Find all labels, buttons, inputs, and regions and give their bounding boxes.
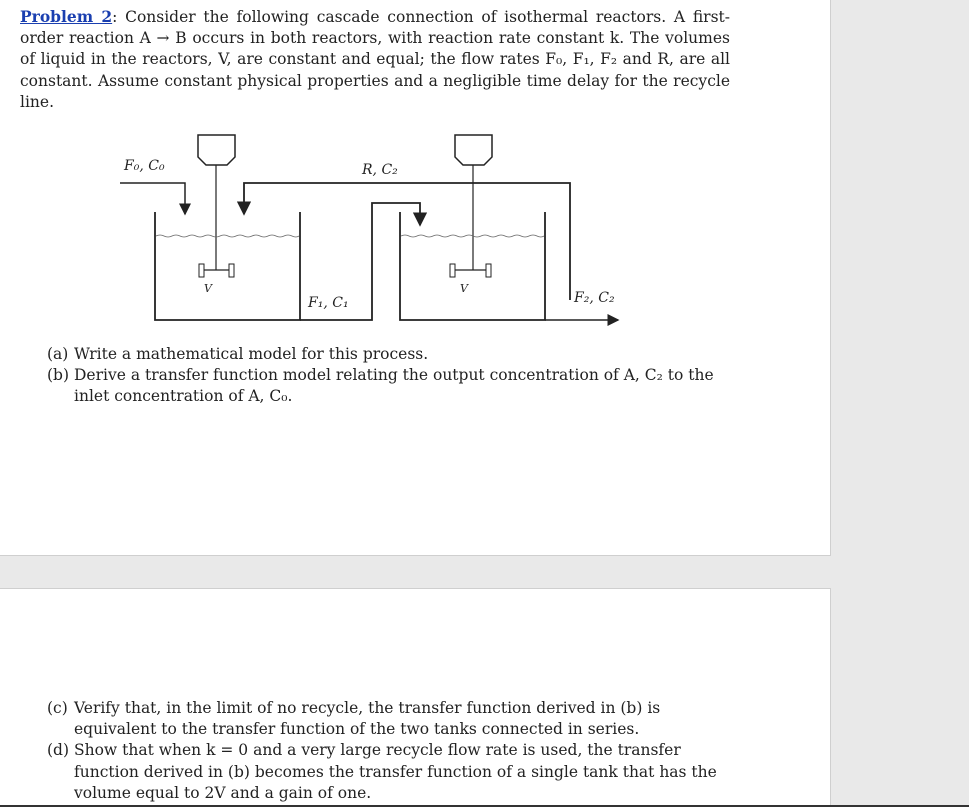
outlet-label: F₂, C₂ — [574, 290, 615, 306]
volume-label-tank-2: V — [460, 282, 468, 295]
motor-icon — [198, 135, 235, 165]
question-text: Derive a transfer function model relating the output concentration of A, C₂ to the inlet concentration of A, C₀. — [74, 366, 714, 406]
motor-icon — [455, 135, 492, 165]
question-item — [47, 365, 737, 407]
question-item — [47, 698, 737, 740]
reactor-cascade-diagram — [110, 130, 630, 330]
inlet-stream — [120, 183, 185, 214]
question-text: Verify that, in the limit of no recycle, the transfer function derived in (b) is equivalent to the transfer function of the two tanks connected in series. — [74, 699, 661, 739]
question-item — [47, 344, 737, 365]
question-item — [47, 740, 737, 804]
reactor-tank-1 — [155, 212, 300, 320]
question-label: (d) — [47, 741, 70, 760]
question-label: (c) — [47, 699, 68, 717]
volume-label-tank-1: V — [204, 282, 212, 295]
question-list-1 — [47, 344, 737, 408]
impeller-icon — [450, 264, 491, 277]
problem-label[interactable]: Problem 2 — [20, 7, 113, 26]
recycle-label: R, C₂ — [362, 162, 398, 178]
question-label: (a) — [47, 345, 69, 363]
question-text: Show that when k = 0 and a very large recycle flow rate is used, the transfer function derived in (b) becomes the transfer function of a single tank that has the volume equal to 2V and a gain of one. — [74, 741, 717, 802]
question-text: Write a mathematical model for this process. — [74, 345, 429, 363]
problem-statement — [20, 6, 730, 113]
recycle-line — [244, 183, 570, 300]
question-label: (b) — [47, 366, 70, 385]
inlet-label: F₀, C₀ — [124, 158, 165, 174]
problem-intro: : Consider the following cascade connection of isothermal reactors. A first-order reaction A → B occurs in both reactors, with reaction rate constant k. The volumes of liquid in the reactors, V, are constant and equal; the flow rates F₀, F₁, F₂ and R, are all constant. Assume constant physical properties and a negligible time delay for the recycle line. — [20, 8, 730, 111]
interstage-label: F₁, C₁ — [308, 295, 349, 311]
question-list-2 — [47, 698, 737, 804]
